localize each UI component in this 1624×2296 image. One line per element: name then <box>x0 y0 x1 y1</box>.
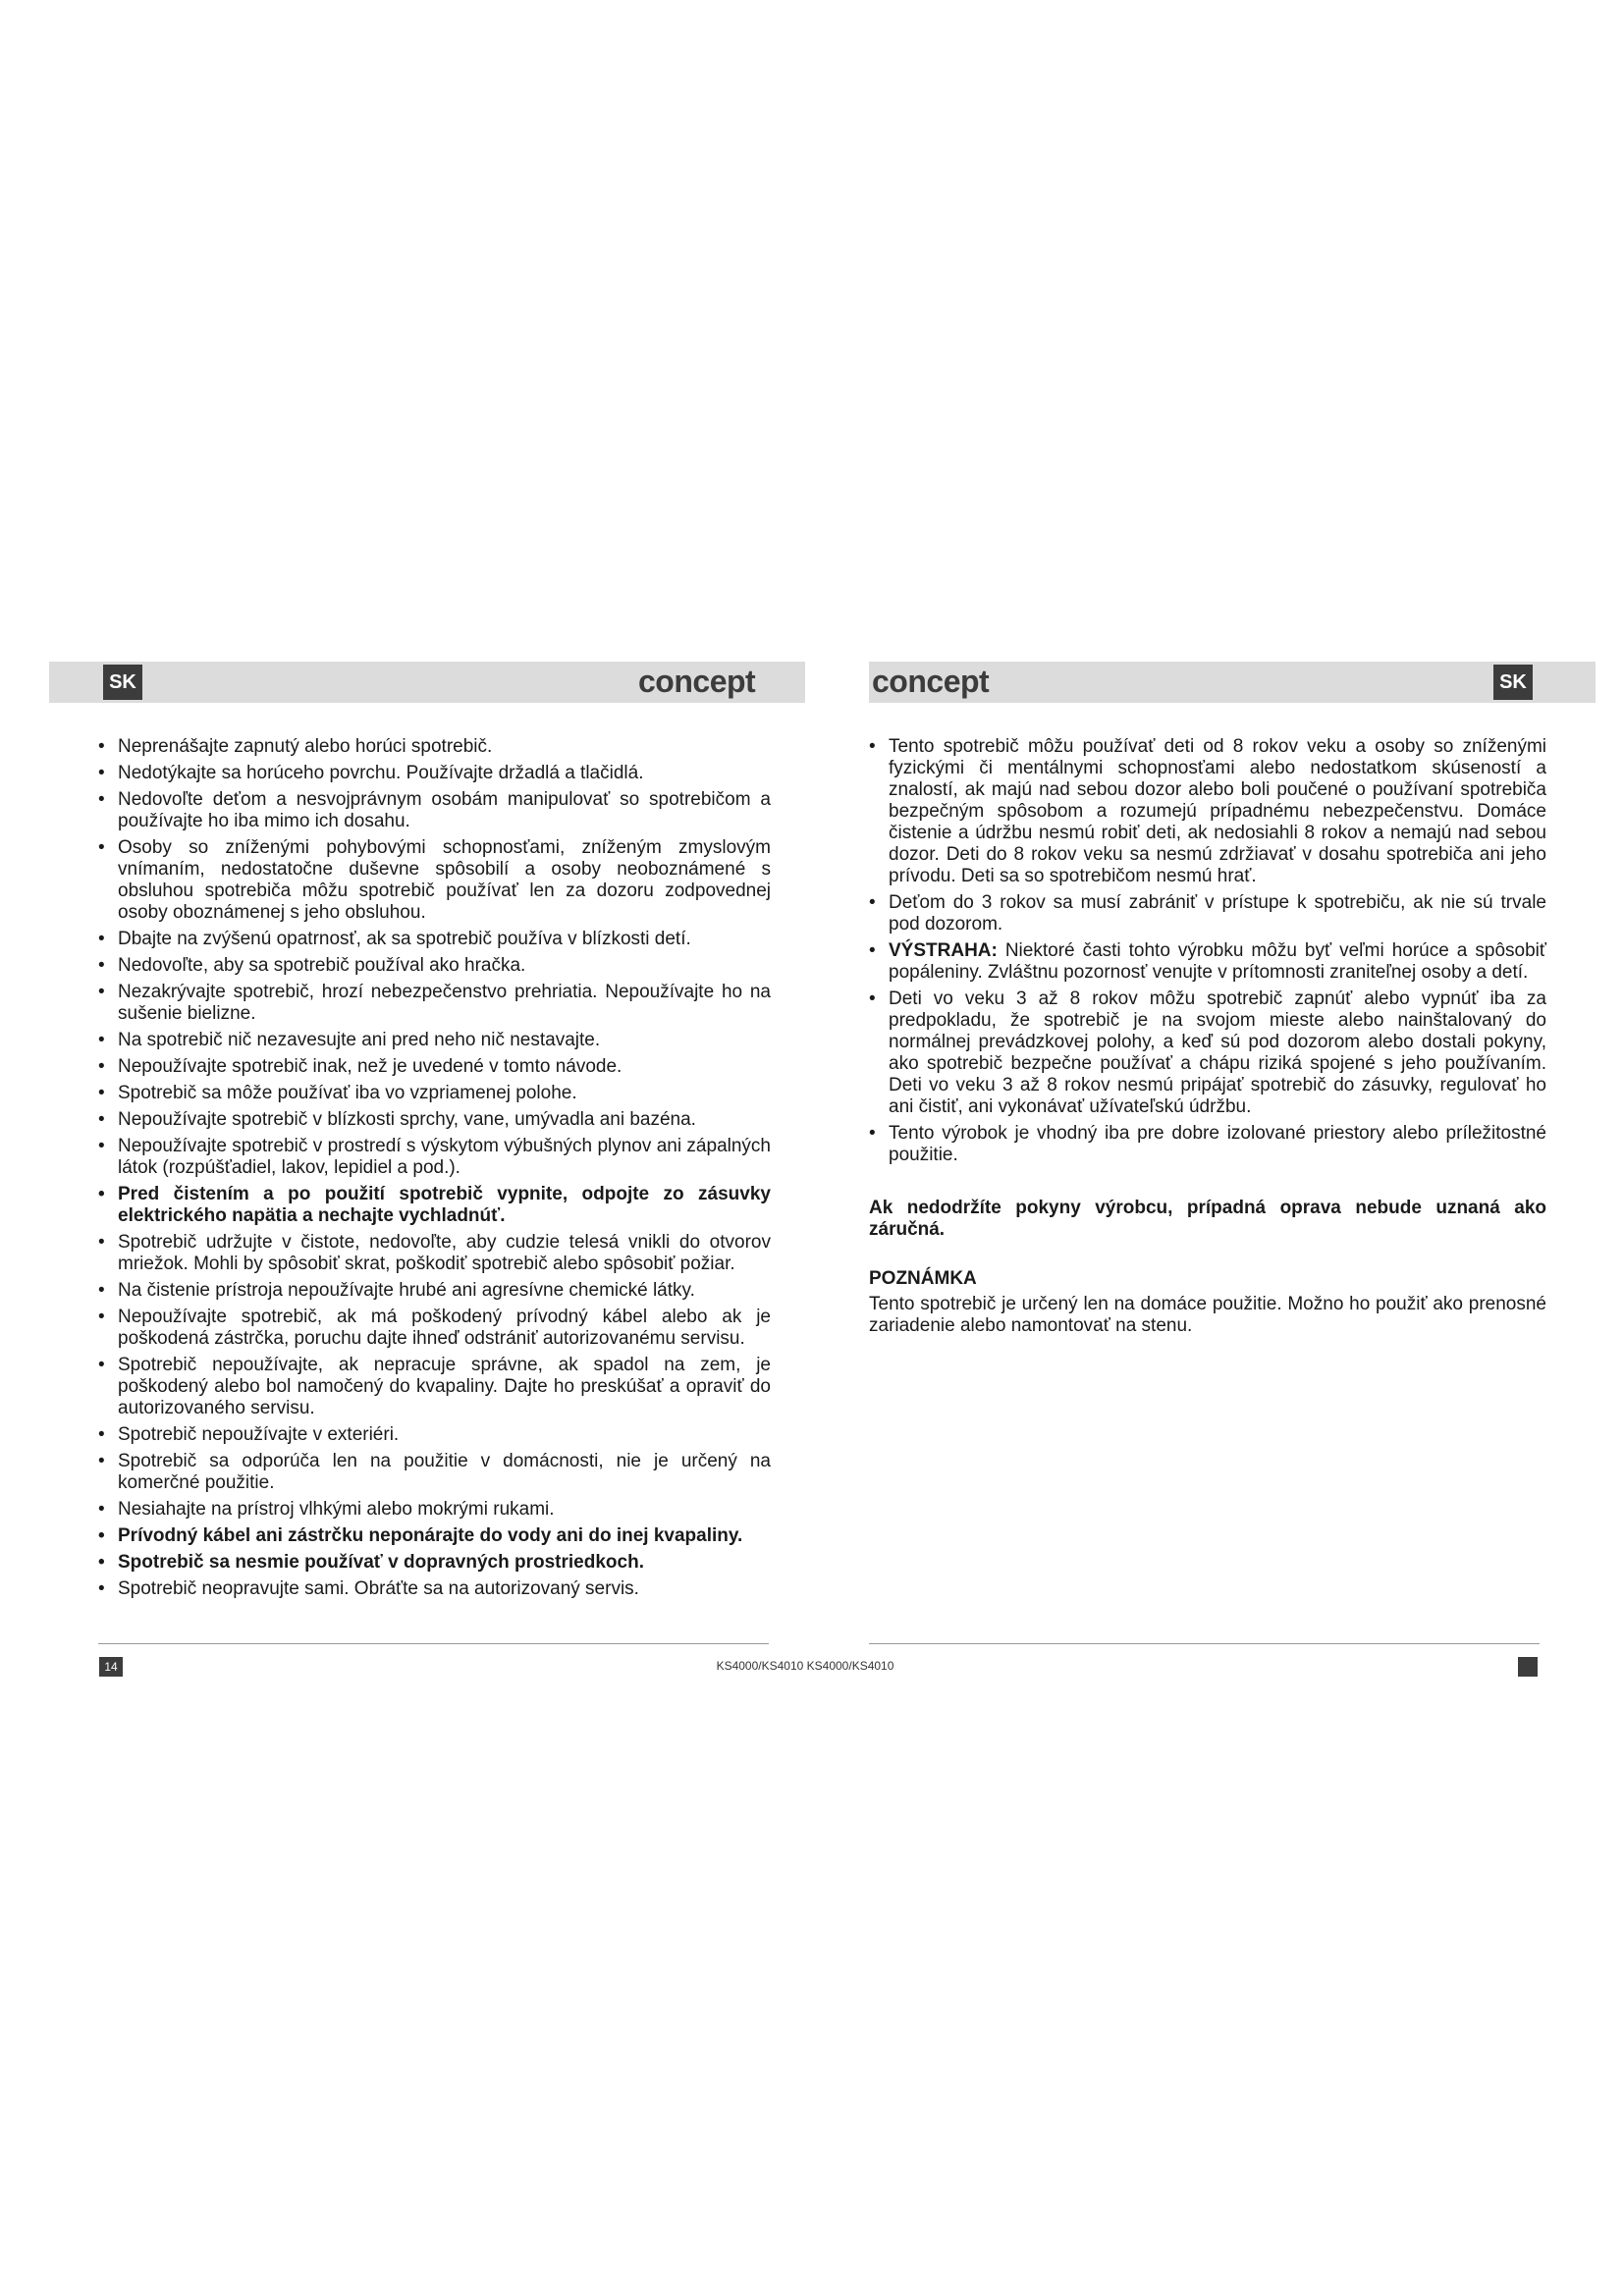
left-column <box>98 736 771 1605</box>
list-item: • Nepoužívajte spotrebič, ak má poškodený prívodný kábel alebo ak je poškodená zástrčka, poruchu dajte ihneď odstrániť autorizovanému servisu. <box>98 1307 771 1350</box>
brand-logo-right: concept <box>872 664 990 699</box>
footer-rule-right <box>869 1643 1540 1644</box>
warning-label: VÝSTRAHA: <box>889 940 998 961</box>
list-item: • Nezakrývajte spotrebič, hrozí nebezpečenstvo prehriatia. Nepoužívajte ho na sušenie bielizne. <box>98 982 771 1025</box>
list-item: • Spotrebič nepoužívajte v exteriéri. <box>98 1424 771 1446</box>
list-item: • Nepoužívajte spotrebič v prostredí s výskytom výbušných plynov ani zápalných látok (rozpúšťadiel, lakov, lepidiel a pod.). <box>98 1136 771 1179</box>
list-item: • Nesiahajte na prístroj vlhkými alebo mokrými rukami. <box>98 1499 771 1521</box>
list-item: • Pred čistením a po použití spotrebič vypnite, odpojte zo zásuvky elektrického napätia a nechajte vychladnúť. <box>98 1184 771 1227</box>
list-item: • Nedotýkajte sa horúceho povrchu. Používajte držadlá a tlačidlá. <box>98 763 771 784</box>
list-item: • Prívodný kábel ani zástrčku neponárajte do vody ani do inej kvapaliny. <box>98 1525 771 1547</box>
list-item: • Na čistenie prístroja nepoužívajte hrubé ani agresívne chemické látky. <box>98 1280 771 1302</box>
list-item-text: Tento výrobok je vhodný iba pre dobre izolované priestory alebo príležitostné použitie. <box>889 1123 1546 1165</box>
list-item <box>869 988 1546 1118</box>
note-heading: POZNÁMKA <box>869 1268 977 1289</box>
language-badge-right: SK <box>1493 665 1533 700</box>
list-item-text: Deti vo veku 3 až 8 rokov môžu spotrebič zapnúť alebo vypnúť iba za predpokladu, že spotrebič je na svojom mieste alebo nainštalovaný do normálnej prevádzkovej polohy, a keď sú pod dozorom alebo dostali pokyny, ako spotrebič bezpečne používať a chápu riziká spojené s jeho používaním. Deti vo veku 3 až 8 rokov nesmú pripájať spotrebič do zásuvky, regulovať ho ani čistiť, ani vykonávať užívateľskú údržbu. <box>889 988 1546 1117</box>
list-item: • Neprenášajte zapnutý alebo horúci spotrebič. <box>98 736 771 758</box>
list-item: • Nedovoľte deťom a nesvojprávnym osobám manipulovať so spotrebičom a používajte ho iba mimo ich dosahu. <box>98 789 771 832</box>
list-item: • Dbajte na zvýšenú opatrnosť, ak sa spotrebič používa v blízkosti detí. <box>98 929 771 950</box>
list-item: • Nepoužívajte spotrebič inak, než je uvedené v tomto návode. <box>98 1056 771 1078</box>
brand-logo-left: concept <box>638 664 756 699</box>
model-code: KS4000/KS4010 KS4000/KS4010 <box>716 1659 894 1673</box>
list-item: • Spotrebič udržujte v čistote, nedovoľte, aby cudzie telesá vnikli do otvorov mriežok. Mohli by spôsobiť skrat, poškodiť spotrebič alebo spôsobiť požiar. <box>98 1232 771 1275</box>
list-item-text: Niektoré časti tohto výrobku môžu byť veľmi horúce a spôsobiť popáleniny. Zvláštnu pozornosť venujte v prítomnosti zraniteľnej osoby a detí. <box>889 940 1546 983</box>
list-item-text: Tento spotrebič môžu používať deti od 8 rokov veku a osoby so zníženými fyzickými či mentálnymi schopnosťami alebo nedostatkom skúseností a znalostí, ak majú nad sebou dozor alebo boli poučené o používaní spotrebiča bezpečným spôsobom a rozumejú prípadnému nebezpečenstvu. Domáce čistenie a údržbu nesmú robiť deti, ak nedosiahli 8 rokov a nemajú nad sebou dozor. Deti do 8 rokov veku sa nesmú zdržiavať v dosahu spotrebiča ani jeho prívodu. Deti sa so spotrebičom nesmú hrať. <box>889 736 1546 886</box>
list-item: • Na spotrebič nič nezavesujte ani pred neho nič nestavajte. <box>98 1030 771 1051</box>
right-column <box>869 736 1546 1337</box>
list-item <box>869 1123 1546 1166</box>
list-item: • Spotrebič neopravujte sami. Obráťte sa na autorizovaný servis. <box>98 1578 771 1600</box>
safety-list-left <box>98 736 771 1600</box>
list-item <box>869 892 1546 935</box>
note-text: Tento spotrebič je určený len na domáce použitie. Možno ho použiť ako prenosné zariadenie alebo namontovať na stenu. <box>869 1294 1546 1336</box>
page-number: 14 <box>99 1657 123 1677</box>
list-item: • Spotrebič sa odporúča len na použitie v domácnosti, nie je určený na komerčné použitie. <box>98 1451 771 1494</box>
warranty-warning: Ak nedodržíte pokyny výrobcu, prípadná oprava nebude uznaná ako záručná. <box>869 1198 1546 1240</box>
list-item: • Spotrebič sa nesmie používať v dopravných prostriedkoch. <box>98 1552 771 1574</box>
safety-list-right <box>869 736 1546 1166</box>
list-item <box>869 940 1546 984</box>
list-item <box>869 736 1546 887</box>
list-item-text: Deťom do 3 rokov sa musí zabrániť v prístupe k spotrebiču, ak nie sú trvale pod dozorom. <box>889 892 1546 934</box>
list-item: • Nedovoľte, aby sa spotrebič používal ako hračka. <box>98 955 771 977</box>
list-item: • Spotrebič sa môže používať iba vo vzpriamenej polohe. <box>98 1083 771 1104</box>
footer-rule-left <box>98 1643 769 1644</box>
list-item: • Spotrebič nepoužívajte, ak nepracuje správne, ak spadol na zem, je poškodený alebo bol namočený do kvapaliny. Dajte ho preskúšať a opraviť do autorizovaného servisu. <box>98 1355 771 1419</box>
language-badge-left: SK <box>103 665 142 700</box>
list-item: • Nepoužívajte spotrebič v blízkosti sprchy, vane, umývadla ani bazéna. <box>98 1109 771 1131</box>
page-marker-square <box>1518 1657 1538 1677</box>
list-item: • Osoby so zníženými pohybovými schopnosťami, zníženým zmyslovým vnímaním, nedostatočne duševne spôsobilí a osoby neoboznámené s obsluhou spotrebiča môžu spotrebič používať len za dozoru zodpovednej osoby oboznámenej s jeho obsluhou. <box>98 837 771 924</box>
